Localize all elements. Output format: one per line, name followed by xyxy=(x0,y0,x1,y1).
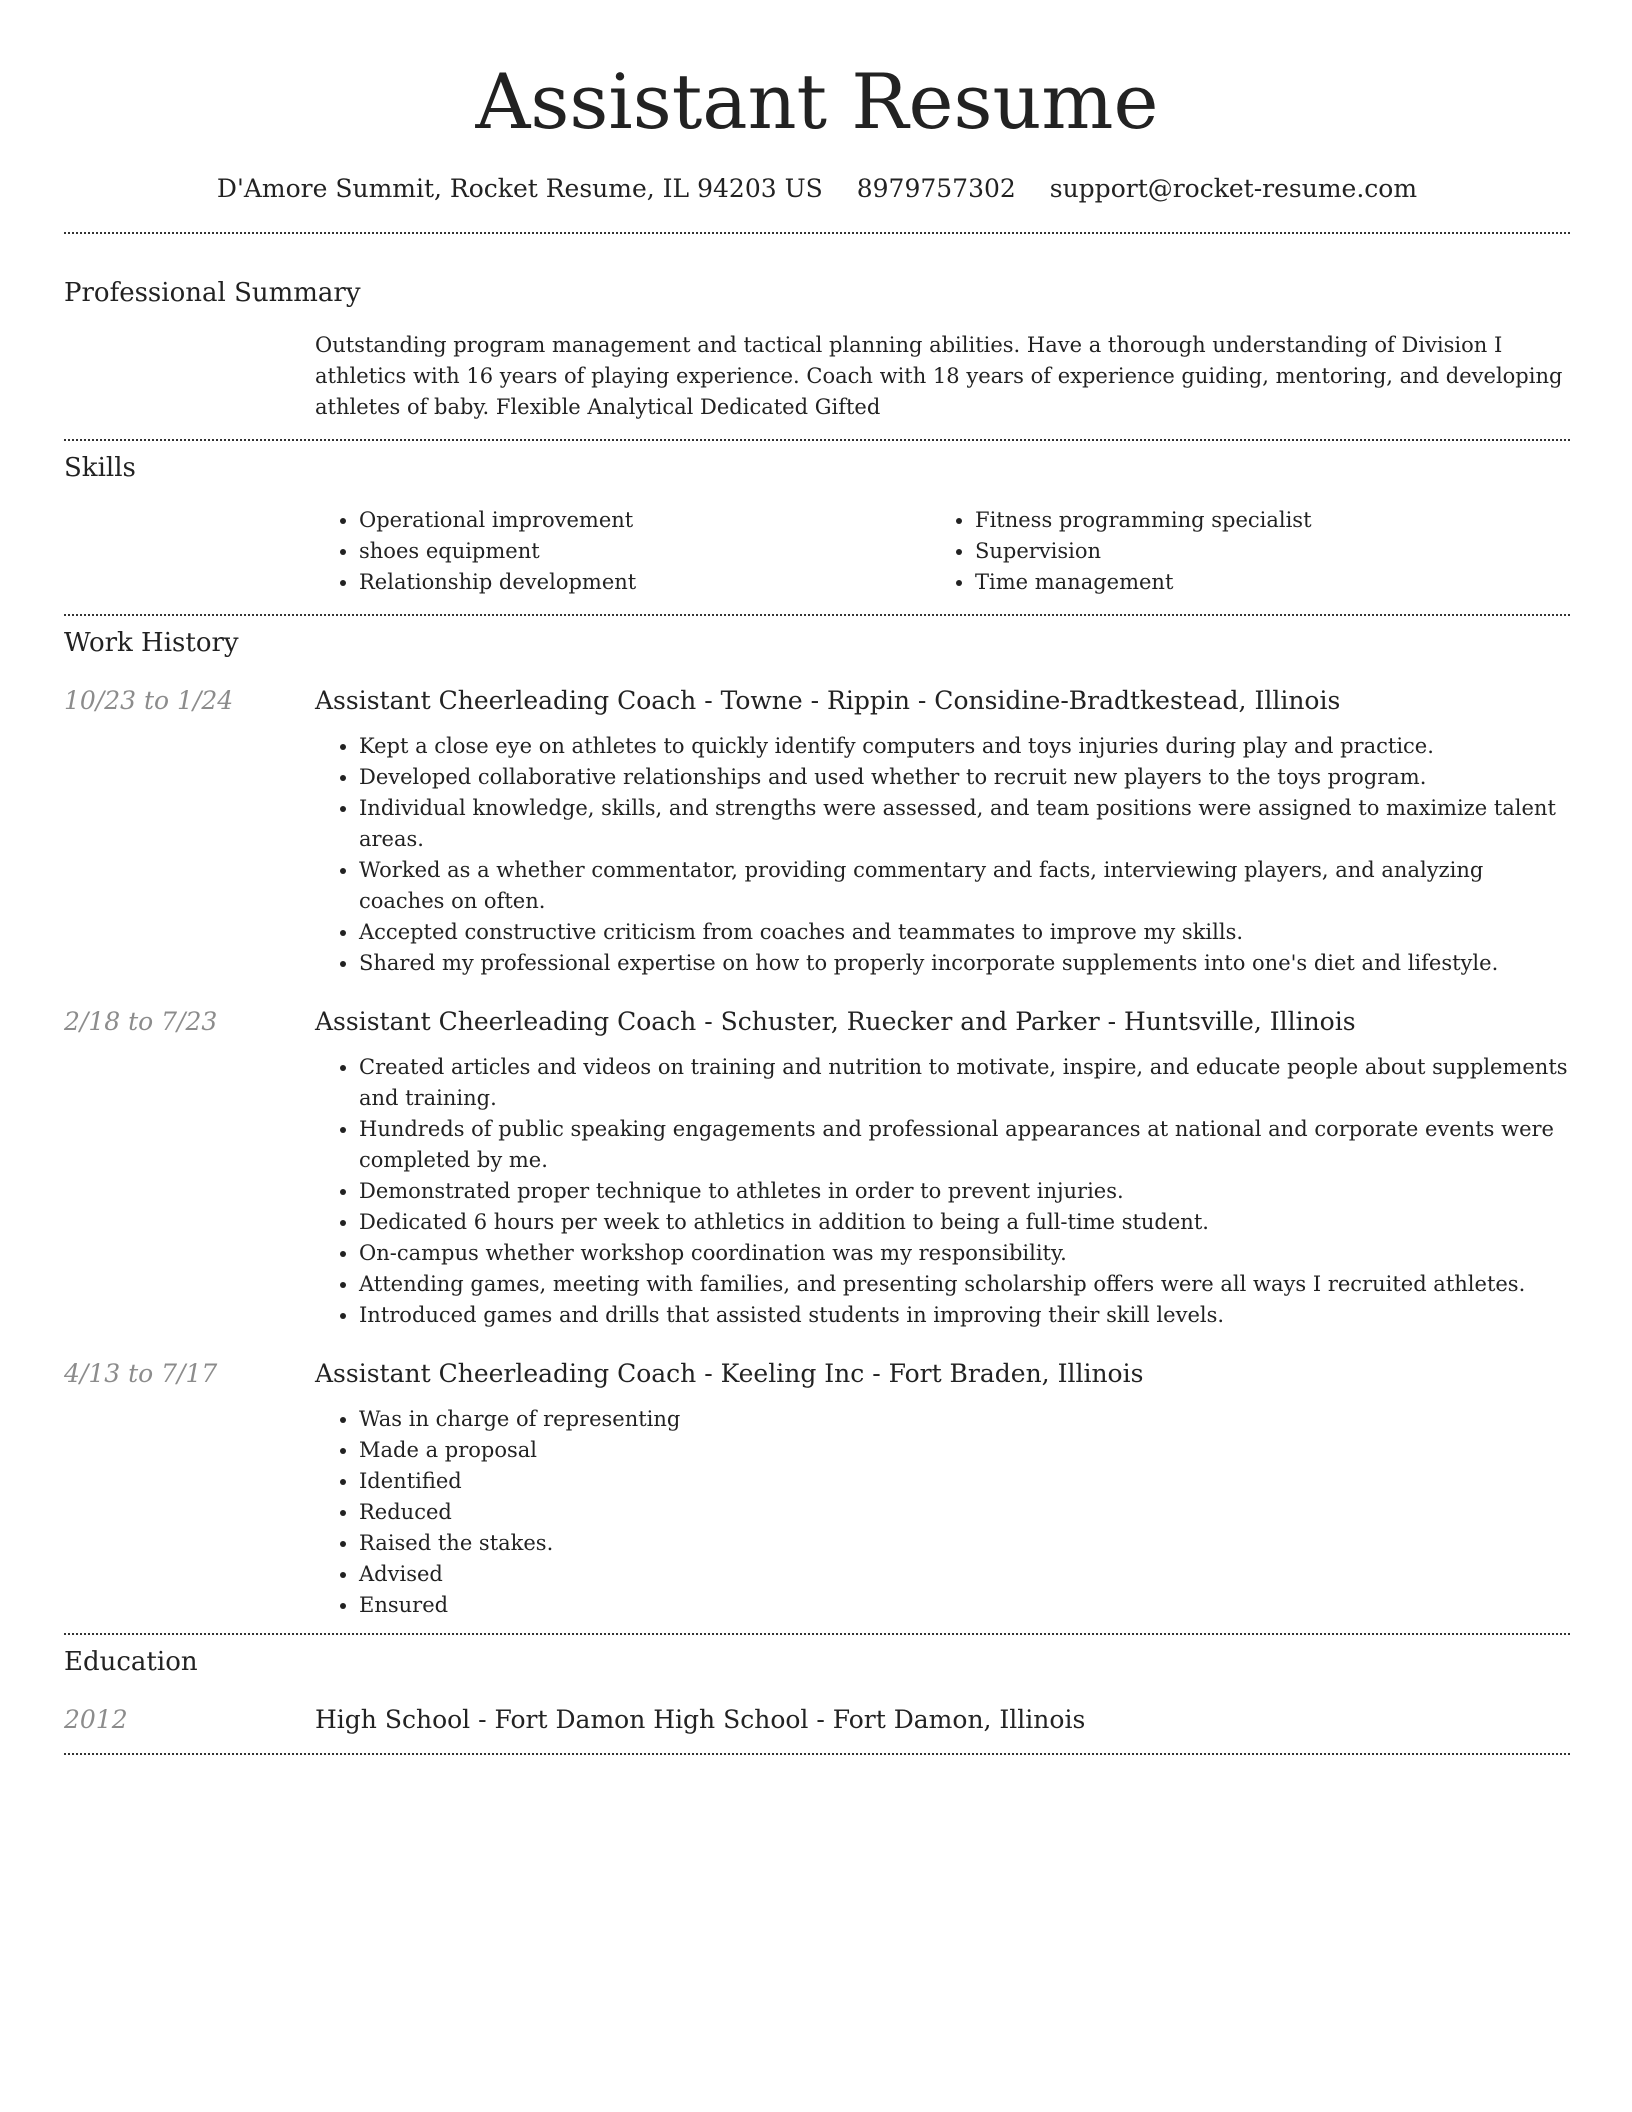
job-bullet: • Demonstrated proper technique to athletes in order to prevent injuries. xyxy=(359,1176,1570,1207)
job-dates: 10/23 to 1/24 xyxy=(64,686,234,715)
job-bullet: • Ensured xyxy=(359,1590,1570,1621)
education-dates: 2012 xyxy=(64,1705,128,1734)
skills-list xyxy=(315,505,1570,598)
job-bullet: • Dedicated 6 hours per week to athletics in addition to being a full-time student. xyxy=(359,1207,1570,1238)
job-bullet: • Introduced games and drills that assisted students in improving their skill levels. xyxy=(359,1300,1570,1331)
job-bullet: • Worked as a whether commentator, providing commentary and facts, interviewing players, and analyzing coaches on often. xyxy=(359,855,1570,917)
education-heading: Education xyxy=(64,1647,198,1677)
skill-item: • Time management xyxy=(975,567,1312,598)
skill-item: • Relationship development xyxy=(359,567,931,598)
education-section xyxy=(64,1645,1570,1737)
job-bullet: • Developed collaborative relationships and used whether to recruit new players to the toys program. xyxy=(359,762,1570,793)
job-title: Assistant Cheerleading Coach - Towne - Rippin - Considine-Bradtkestead, Illinois xyxy=(315,686,1341,715)
job-bullet: • Accepted constructive criticism from coaches and teammates to improve my skills. xyxy=(359,917,1570,948)
job-dates: 2/18 to 7/23 xyxy=(64,1007,218,1036)
job-bullets xyxy=(315,1052,1570,1331)
resume-title: Assistant Resume xyxy=(475,57,1159,146)
education-entry xyxy=(64,1703,1570,1737)
resume-page xyxy=(64,0,1570,1755)
job-bullet: • Made a proposal xyxy=(359,1435,1570,1466)
divider xyxy=(64,1633,1570,1635)
job-bullet: • Raised the stakes. xyxy=(359,1528,1570,1559)
skill-item: • Operational improvement xyxy=(359,505,931,536)
job-entry xyxy=(64,1357,1570,1621)
job-bullet: • On-campus whether workshop coordination was my responsibility. xyxy=(359,1238,1570,1269)
skills-section xyxy=(64,451,1570,598)
job-bullet: • Created articles and videos on training and nutrition to motivate, inspire, and educate people about supplements and training. xyxy=(359,1052,1570,1114)
contact-line xyxy=(64,172,1570,206)
skills-column-left xyxy=(315,505,931,598)
contact-email: support@rocket-resume.com xyxy=(1049,174,1418,203)
job-bullet: • Was in charge of representing xyxy=(359,1404,1570,1435)
job-bullet: • Reduced xyxy=(359,1497,1570,1528)
job-entry xyxy=(64,1005,1570,1331)
job-bullet: • Identified xyxy=(359,1466,1570,1497)
summary-text: Outstanding program management and tactical planning abilities. Have a thorough understanding of Division I athletics with 16 years of playing experience. Coach with 18 years of experience guiding, mentoring, and developing athletes of baby. Flexible Analytical Dedicated Gifted xyxy=(315,333,1563,419)
skill-item: • Fitness programming specialist xyxy=(975,505,1312,536)
job-bullets xyxy=(315,731,1570,979)
work-history-section xyxy=(64,626,1570,1621)
job-bullet: • Advised xyxy=(359,1559,1570,1590)
divider xyxy=(64,232,1570,234)
job-bullet: • Individual knowledge, skills, and strengths were assessed, and team positions were assigned to maximize talent areas. xyxy=(359,793,1570,855)
job-bullet: • Attending games, meeting with families, and presenting scholarship offers were all ways I recruited athletes. xyxy=(359,1269,1570,1300)
job-bullet: • Hundreds of public speaking engagements and professional appearances at national and corporate events were completed by me. xyxy=(359,1114,1570,1176)
contact-address: D'Amore Summit, Rocket Resume, IL 94203 US xyxy=(216,174,823,203)
job-bullets xyxy=(315,1404,1570,1621)
job-title: Assistant Cheerleading Coach - Keeling Inc - Fort Braden, Illinois xyxy=(315,1359,1144,1388)
job-bullet: • Shared my professional expertise on how to properly incorporate supplements into one's diet and lifestyle. xyxy=(359,948,1570,979)
education-title: High School - Fort Damon High School - Fort Damon, Illinois xyxy=(315,1705,1086,1734)
job-title: Assistant Cheerleading Coach - Schuster, Ruecker and Parker - Huntsville, Illinois xyxy=(315,1007,1356,1036)
job-entry xyxy=(64,684,1570,979)
divider xyxy=(64,1753,1570,1755)
skill-item: • shoes equipment xyxy=(359,536,931,567)
work-history-heading: Work History xyxy=(64,628,239,658)
divider xyxy=(64,614,1570,616)
job-dates: 4/13 to 7/17 xyxy=(64,1359,218,1388)
skills-heading: Skills xyxy=(64,453,136,483)
contact-phone: 8979757302 xyxy=(856,174,1016,203)
summary-heading: Professional Summary xyxy=(64,278,361,308)
divider xyxy=(64,439,1570,441)
job-bullet: • Kept a close eye on athletes to quickly identify computers and toys injuries during play and practice. xyxy=(359,731,1570,762)
summary-section xyxy=(64,276,1570,423)
skill-item: • Supervision xyxy=(975,536,1312,567)
skills-column-right xyxy=(931,505,1312,598)
